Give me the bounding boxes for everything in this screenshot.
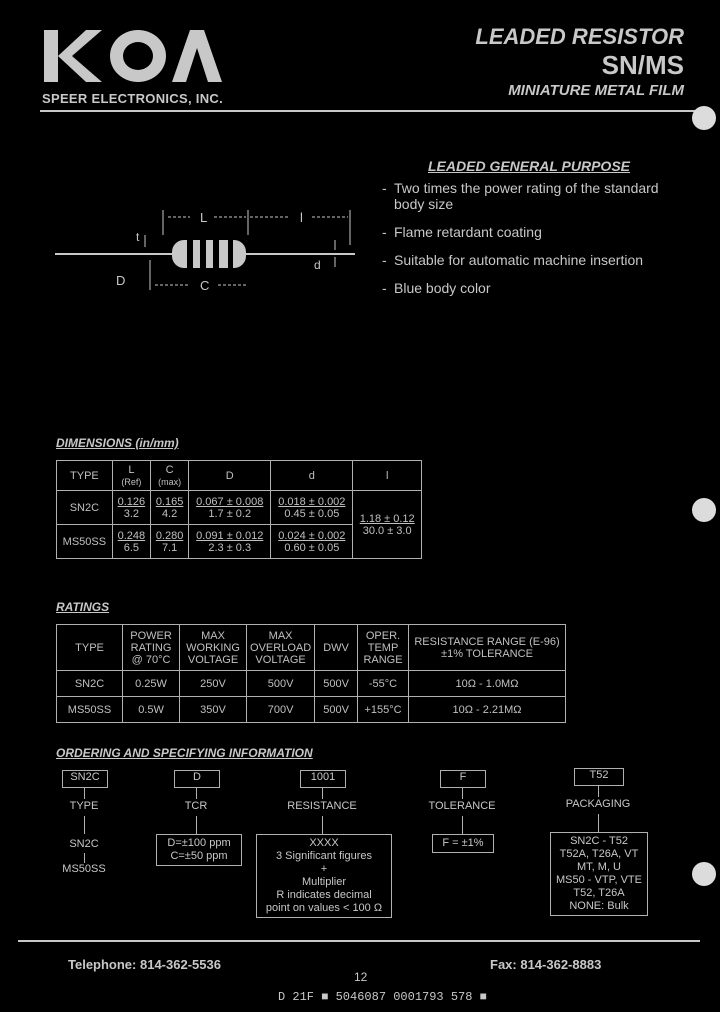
order-label-type: TYPE bbox=[69, 800, 99, 812]
col-type: TYPE bbox=[57, 461, 113, 491]
page-number: 12 bbox=[354, 970, 368, 984]
header-rule bbox=[40, 110, 696, 112]
order-options-tcr: D=±100 ppm C=±50 ppm bbox=[156, 834, 242, 866]
company-name: SPEER ELECTRONICS, INC. bbox=[42, 91, 223, 106]
connector bbox=[196, 816, 197, 834]
table-row: MS50SS 0.5W 350V 700V 500V +155°C 10Ω - 2.21MΩ bbox=[57, 697, 566, 723]
footer-rule bbox=[18, 940, 700, 942]
feature-item: - Two times the power rating of the standard body size bbox=[382, 180, 692, 212]
connector bbox=[598, 814, 599, 832]
ratings-heading: RATINGS bbox=[56, 600, 110, 614]
order-label-resistance: RESISTANCE bbox=[287, 800, 357, 812]
order-code-tolerance: F bbox=[440, 770, 486, 788]
connector bbox=[322, 816, 323, 834]
dimensions-table bbox=[56, 460, 422, 559]
ordering-heading: ORDERING AND SPECIFYING INFORMATION bbox=[56, 746, 313, 760]
connector bbox=[84, 816, 85, 834]
dim-label-L: L bbox=[200, 210, 208, 225]
doc-subtitle: MINIATURE METAL FILM bbox=[508, 82, 684, 99]
table-row: MS50SS 0.248 6.5 0.280 7.1 0.091 ± 0.012 2.3 ± 0.3 0.024 ± 0.002 0.60 ± 0.05 bbox=[57, 525, 422, 559]
order-code-packaging: T52 bbox=[574, 768, 624, 786]
order-options-packaging: SN2C - T52 T52A, T26A, VT MT, M, U MS50 - VTP, VTE T52, T26A NONE: Bulk bbox=[550, 832, 648, 916]
col-C: C (max) bbox=[150, 461, 188, 491]
col-D: D bbox=[189, 461, 271, 491]
order-label-tcr: TCR bbox=[184, 800, 208, 812]
feature-item: - Blue body color bbox=[382, 280, 692, 296]
fax: Fax: 814-362-8883 bbox=[490, 957, 602, 972]
feature-item: - Suitable for automatic machine insertion bbox=[382, 252, 692, 268]
dim-label-D: D bbox=[116, 273, 126, 288]
order-label-tolerance: TOLERANCE bbox=[428, 800, 496, 812]
features-list bbox=[382, 180, 692, 308]
order-code-tcr: D bbox=[174, 770, 220, 788]
punch-hole bbox=[692, 862, 716, 886]
document-code: D 21F ■ 5046087 0001793 578 ■ bbox=[278, 990, 487, 1004]
doc-title: LEADED RESISTOR bbox=[475, 24, 684, 49]
order-options-resistance: XXXX 3 Significant figures + Multiplier R indicates decimal point on values < 100 Ω bbox=[256, 834, 392, 918]
connector bbox=[196, 787, 197, 799]
feature-item: - Flame retardant coating bbox=[382, 224, 692, 240]
col-d: d bbox=[271, 461, 353, 491]
dim-label-t: t bbox=[136, 230, 140, 244]
dimensions-heading: DIMENSIONS (in/mm) bbox=[56, 436, 179, 450]
connector bbox=[84, 787, 85, 799]
punch-hole bbox=[692, 106, 716, 130]
order-options-tolerance: F = ±1% bbox=[432, 834, 494, 853]
col-L: L (Ref) bbox=[112, 461, 150, 491]
dim-label-l: l bbox=[300, 210, 303, 225]
table-row: SN2C 0.126 3.2 0.165 4.2 0.067 ± 0.008 1.7 ± 0.2 0.018 ± 0.002 0.45 ± 0.05 1.18 ± 0.12 30.0 ± 3.0 bbox=[57, 491, 422, 525]
order-options-type: SN2C MS50SS bbox=[62, 838, 106, 875]
dim-label-d: d bbox=[314, 258, 321, 272]
ratings-table: TYPE POWER RATING @ 70°C MAX WORKING VOLTAGE MAX OVERLOAD VOLTAGE DWV OPER. TEMP RANGE RESISTANCE RANGE (E-96) ±1% TOLERANCE SN2C 0.25W 250V 500V 500V -55°C 10Ω - 1.0MΩ MS50SS 0.5W 350V 700V 500V +155°C 10Ω - 2.21MΩ bbox=[56, 624, 566, 723]
features-heading: LEADED GENERAL PURPOSE bbox=[428, 158, 630, 174]
col-l: l bbox=[353, 461, 422, 491]
connector bbox=[462, 816, 463, 834]
series-name: SN/MS bbox=[601, 50, 684, 80]
connector bbox=[598, 785, 599, 797]
resistor-diagram bbox=[50, 205, 360, 300]
connector bbox=[322, 787, 323, 799]
punch-hole bbox=[692, 498, 716, 522]
dim-label-C: C bbox=[200, 278, 210, 293]
table-row: SN2C 0.25W 250V 500V 500V -55°C 10Ω - 1.0MΩ bbox=[57, 671, 566, 697]
connector bbox=[462, 787, 463, 799]
order-code-resistance: 1001 bbox=[300, 770, 346, 788]
order-code-type: SN2C bbox=[62, 770, 108, 788]
order-label-packaging: PACKAGING bbox=[565, 798, 631, 810]
telephone: Telephone: 814-362-5536 bbox=[68, 957, 221, 972]
koa-logo bbox=[42, 26, 222, 86]
